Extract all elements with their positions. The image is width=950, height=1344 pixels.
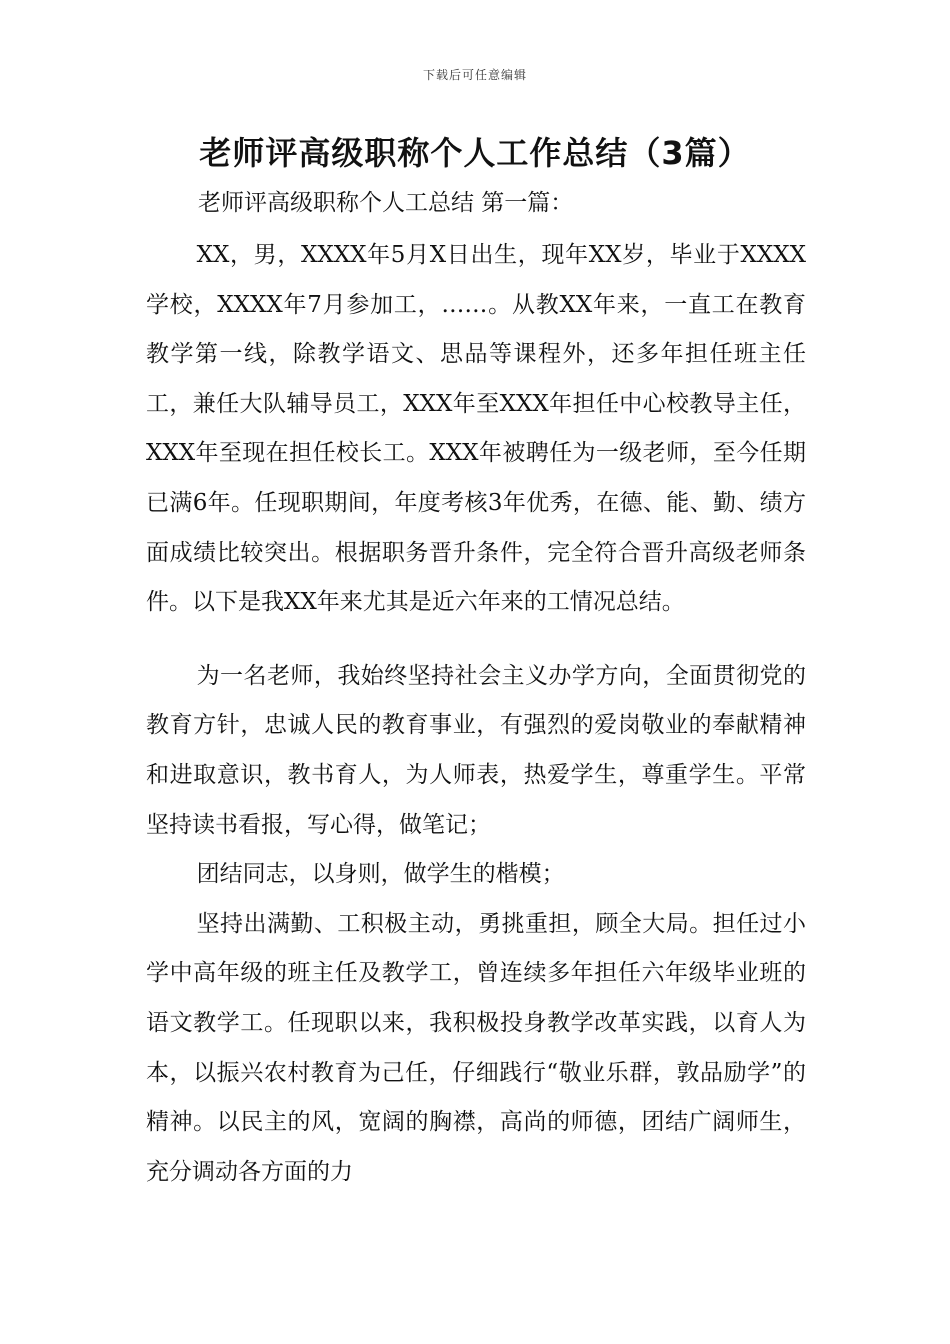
body-text: [146, 231, 806, 1197]
section-heading: 老师评高级职称个人工总结 第一篇：: [198, 190, 574, 216]
paragraph-3: 团结同志，以身则，做学生的楷模；: [196, 861, 565, 888]
paragraph-4: 坚持出满勤、工积极主动，勇挑重担，顾全大局。担任过小学中高年级的班主任及教学工，曾连续多年担任六年级毕业班的语文教学工。任现职以来，我积极投身教学改革实践，以育人为本，以振兴农村教育为己任，仔细践行“敬业乐群，敦品励学”的精神。以民主的风，宽阔的胸襟，高尚的师德，团结广阔师生，充分调动各方面的力: [146, 910, 806, 1185]
document-title: 老师评高级职称个人工作总结（3篇）: [199, 134, 751, 172]
paragraph-2: 为一名老师，我始终坚持社会主义办学方向，全面贯彻党的教育方针，忠诚人民的教育事业，有强烈的爱岗敬业的奉献精神和进取意识，教书育人，为人师表，热爱学生，尊重学生。平常坚持读书看报，写心得，做笔记；: [146, 662, 806, 838]
header-note: 下载后可任意编辑: [422, 68, 527, 82]
paragraph-1: XX，男，XXXX年5月X日出生，现年XX岁，毕业于XXXX学校，XXXX年7月参加工，……。从教XX年来，一直工在教育教学第一线，除教学语文、思品等课程外，还多年担任班主任工，兼任大队辅导员工，XXX年至XXX年担任中心校教导主任，XXX年至现在担任校长工。XXX年被聘任为一级老师，至今任期已满6年。任现职期间，年度考核3年优秀，在德、能、勤、绩方面成绩比较突出。根据职务晋升条件，完全符合晋升高级老师条件。以下是我XX年来尤其是近六年来的工情况总结。: [146, 242, 806, 616]
